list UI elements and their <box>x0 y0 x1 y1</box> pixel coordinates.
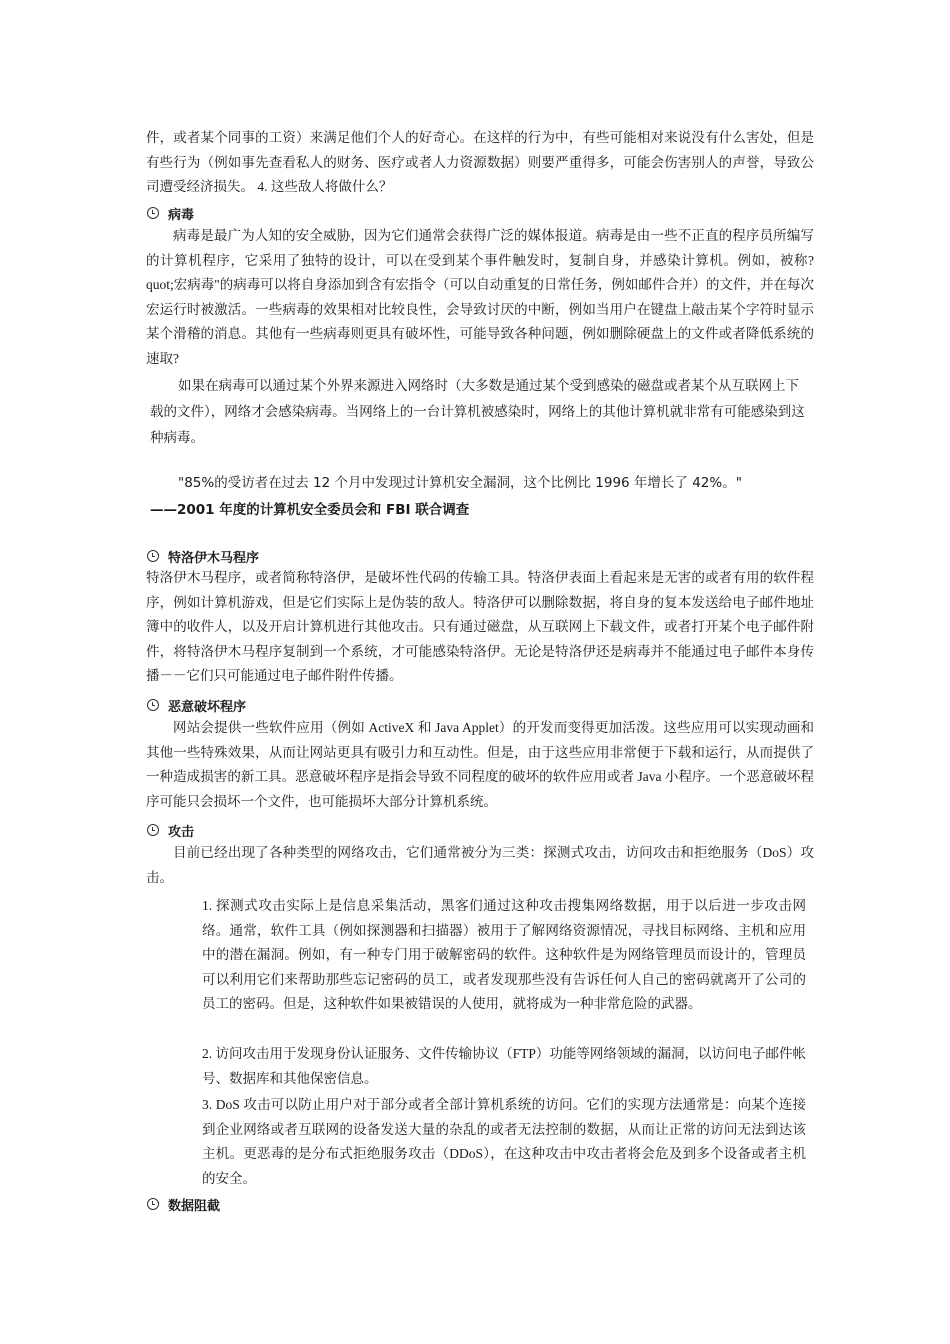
clock-bullet-icon <box>147 207 159 219</box>
heading-label: 恶意破坏程序 <box>168 699 247 715</box>
section-heading-trojan <box>146 545 259 567</box>
section-heading-attack <box>146 819 194 841</box>
clock-bullet-icon <box>147 1198 159 1210</box>
attack-list-item: 2. 访问攻击用于发现身份认证服务、文件传输协议（FTP）功能等网络领域的漏洞，以访问电子邮件帐号、数据库和其他保密信息。 <box>202 1046 806 1086</box>
attack-paragraph: 目前已经出现了各种类型的网络攻击，它们通常被分为三类：探测式攻击，访问攻击和拒绝服务（DoS）攻击。 <box>146 845 814 885</box>
attack-list-item: 1. 探测式攻击实际上是信息采集活动，黑客们通过这种攻击搜集网络数据，用于以后进一步攻击网络。通常，软件工具（例如探测器和扫描器）被用于了解网络资源情况，寻找目标网络、主机和应用中的潜在漏洞。例如，有一种专门用于破解密码的软件。这种软件是为网络管理员而设计的，管理员可以利用它们来帮助那些忘记密码的员工，或者发现那些没有告诉任何人自己的密码就离开了公司的员工的密码。但是，这种软件如果被错误的人使用，就将成为一种非常危险的武器。 <box>202 898 806 1011</box>
clock-bullet-icon <box>147 699 159 711</box>
heading-label: 特洛伊木马程序 <box>168 550 260 566</box>
heading-label: 攻击 <box>168 824 195 840</box>
attack-list-item: 3. DoS 攻击可以防止用户对于部分或者全部计算机系统的访问。它们的实现方法通常是：向某个连接到企业网络或者互联网的设备发送大量的杂乱的或者无法控制的数据，从而让正常的访问无法到达该主机。更恶毒的是分布式拒绝服务攻击（DDoS），在这种攻击中攻击者将会危及到多个设备或者主机的安全。 <box>202 1097 806 1186</box>
section-heading-interception <box>146 1193 220 1215</box>
intro-paragraph: 件，或者某个同事的工资）来满足他们个人的好奇心。在这样的行为中，有些可能相对来说没有什么害处，但是有些行为（例如事先查看私人的财务、医疗或者人力资源数据）则要严重得多，可能会伤害别人的声誉，导致公司遭受经济损失。 4. 这些敌人将做什么？ <box>146 130 814 194</box>
virus-paragraph: 病毒是最广为人知的安全威胁，因为它们通常会获得广泛的媒体报道。病毒是由一些不正直的程序员所编写的计算机程序，它采用了独特的设计，可以在受到某个事件触发时，复制自身，并感染计算机。例如，被称?quot;宏病毒"的病毒可以将自身添加到含有宏指令（可以自动重复的日常任务，例如邮件合并）的文件，并在每次宏运行时被激活。一些病毒的效果相对比较良性，会导致讨厌的中断，例如当用户在键盘上敲击某个字符时显示某个滑稽的消息。其他有一些病毒则更具有破坏性，可能导致各种问题，例如删除硬盘上的文件或者降低系统的速取? <box>146 228 814 366</box>
section-heading-malicious <box>146 694 246 716</box>
clock-bullet-icon <box>147 824 159 836</box>
virus-callout: 如果在病毒可以通过某个外界来源进入网络时（大多数是通过某个受到感染的磁盘或者某个从互联网上下载的文件），网络才会感染病毒。当网络上的一台计算机被感染时，网络上的其他计算机就非常有可能感染到这种病毒。 <box>150 378 805 446</box>
heading-label: 数据阻截 <box>168 1198 221 1214</box>
quote-attribution: ——2001 年度的计算机安全委员会和 FBI 联合调查 <box>150 502 470 518</box>
malicious-paragraph: 网站会提供一些软件应用（例如 ActiveX 和 Java Applet）的开发而变得更加活泼。这些应用可以实现动画和其他一些特殊效果，从而让网站更具有吸引力和互动性。但是，由于这些应用非常便于下载和运行，从而提供了一种造成损害的新工具。恶意破坏程序是指会导致不同程度的破坏的软件应用或者 Java 小程序。一个恶意破坏程序可能只会损坏一个文件，也可能损坏大部分计算机系统。 <box>146 720 814 809</box>
trojan-paragraph: 特洛伊木马程序，或者简称特洛伊，是破坏性代码的传输工具。特洛伊表面上看起来是无害的或者有用的软件程序，例如计算机游戏，但是它们实际上是伪装的敌人。特洛伊可以删除数据，将自身的复本发送给电子邮件地址簿中的收件人，以及开启计算机进行其他攻击。只有通过磁盘，从互联网上下载文件，或者打开某个电子邮件附件，将特洛伊木马程序复制到一个系统，才可能感染特洛伊。无论是特洛伊还是病毒并不能通过电子邮件本身传播－－它们只可能通过电子邮件附件传播。 <box>146 570 814 683</box>
heading-label: 病毒 <box>168 207 195 223</box>
clock-bullet-icon <box>147 550 159 562</box>
section-heading-virus <box>146 202 194 224</box>
survey-quote: "85%的受访者在过去 12 个月中发现过计算机安全漏洞，这个比例比 1996 年增长了 42%。" <box>178 475 742 491</box>
